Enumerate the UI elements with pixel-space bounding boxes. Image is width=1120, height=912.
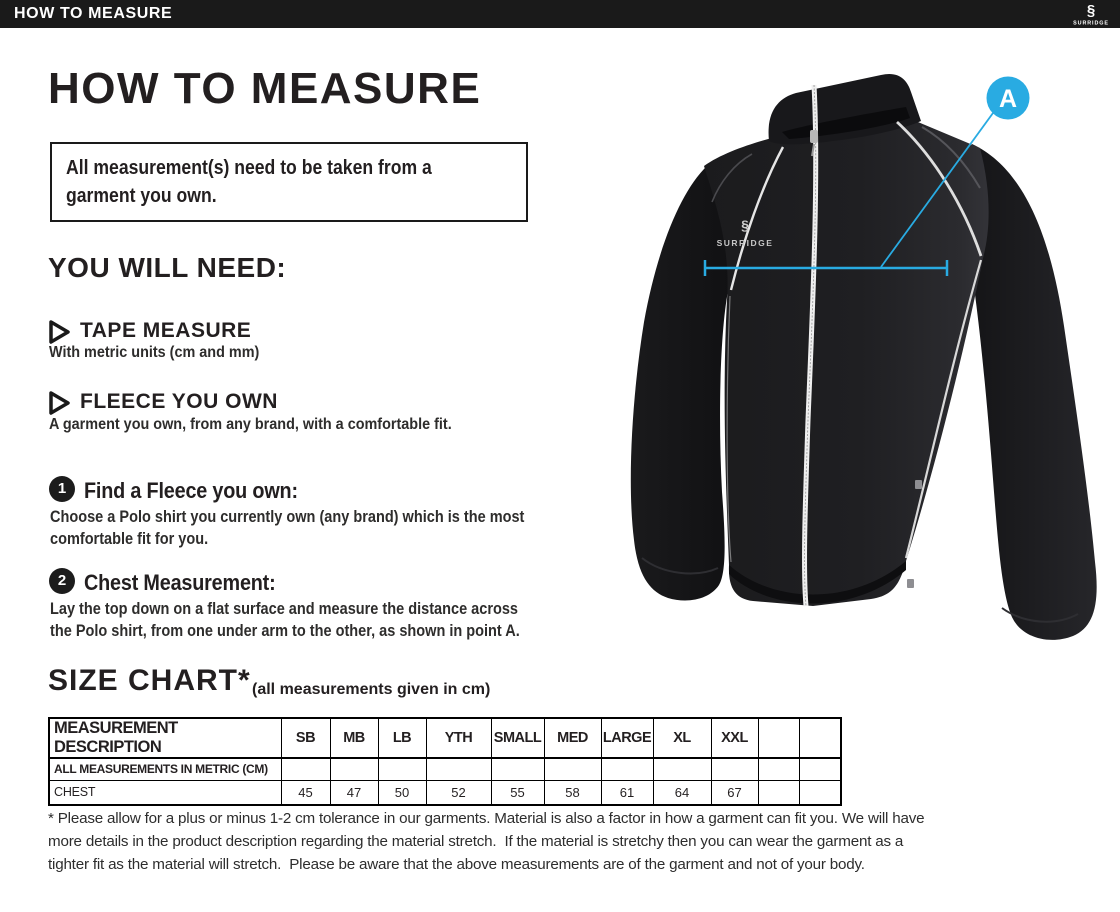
size-table-column-header: MEASUREMENT DESCRIPTION [49,718,281,758]
size-table-cell [544,758,601,780]
notice-box [50,142,528,222]
step-title-find-fleece: Find a Fleece you own: [84,478,298,503]
step-desc-chest-measurement: Lay the top down on a flat surface and measure the distance across the Polo shirt, from one under arm to the other, as shown in point A. [50,600,520,640]
play-triangle-icon [48,320,72,344]
size-table-cell [799,758,841,780]
step-number-badge: 2 [49,568,75,594]
size-table-row [49,780,841,805]
item-desc-fleece-you-own: A garment you own, from any brand, with a comfortable fit. [49,416,452,433]
size-table-cell [653,758,711,780]
play-triangle-icon [48,391,72,415]
size-table-cell: 52 [426,780,491,805]
size-table-column-header: LB [378,718,426,758]
size-table-column-header [799,718,841,758]
zipper-pull [810,130,818,143]
size-table-cell [281,758,330,780]
fleece-jacket-image [600,60,1120,700]
item-desc-tape-measure: With metric units (cm and mm) [49,344,260,361]
size-chart-subheading: (all measurements given in cm) [252,681,491,698]
surridge-logo-text: SURRIDGE [1073,20,1109,27]
size-table-column-header: XL [653,718,711,758]
size-table-column-header: MED [544,718,601,758]
size-table-cell: 47 [330,780,378,805]
size-table-cell [378,758,426,780]
size-table-cell [491,758,544,780]
garment-logo-text: SURRIDGE [716,238,774,248]
item-title-fleece-you-own: FLEECE YOU OWN [80,390,278,413]
size-table-column-header: MB [330,718,378,758]
size-table-column-header: LARGE [601,718,653,758]
item-title-tape-measure: TAPE MEASURE [80,319,252,342]
size-table-header-row [49,718,841,758]
size-table-cell [330,758,378,780]
header-title: HOW TO MEASURE [14,5,173,22]
side-zip-pull-upper [915,480,922,489]
size-table-cell: 58 [544,780,601,805]
size-chart-heading: SIZE CHART* [48,664,251,697]
size-table-column-header [758,718,799,758]
size-table-cell [601,758,653,780]
size-table-row-label: CHEST [49,780,281,805]
size-table-column-header: SMALL [491,718,544,758]
step-desc-find-fleece: Choose a Polo shirt you currently own (any brand) which is the most comfortable fit for you. [50,508,525,548]
garment-s-icon: § [741,217,749,233]
size-table-cell: 61 [601,780,653,805]
surridge-s-icon: § [1086,2,1096,19]
size-table-cell: 55 [491,780,544,805]
size-table-cell: 50 [378,780,426,805]
size-table-row [49,758,841,780]
size-chart-table [48,717,842,806]
step-title-chest-measurement: Chest Measurement: [84,570,276,595]
size-table-column-header: YTH [426,718,491,758]
page-title: HOW TO MEASURE [48,64,482,113]
size-chart-footnote: * Please allow for a plus or minus 1-2 cm tolerance in our garments. Material is also a factor in how a garment can fit you. We will have more details in the product description regarding the material stretch. If the material is stretchy then you can wear the garment as a tighter fit as the material will stretch. Please be aware that the above measurements are of the garment and not of your body. [48,810,925,873]
size-table-body [49,758,841,805]
you-will-need-heading: YOU WILL NEED: [48,252,287,283]
size-table-cell [426,758,491,780]
measure-point-a-marker [987,77,1030,120]
size-table-cell [799,780,841,805]
jacket-body [704,117,989,606]
notice-text: All measurement(s) need to be taken from a garment you own. [66,157,432,207]
size-table-cell: 64 [653,780,711,805]
size-table-cell [711,758,758,780]
size-table-column-header: XXL [711,718,758,758]
size-table-cell [758,758,799,780]
size-table-cell: 45 [281,780,330,805]
page-header-bar [0,0,1120,28]
surridge-logo [1068,1,1114,27]
size-table-column-header: SB [281,718,330,758]
step-number-badge: 1 [49,476,75,502]
side-zip-pull-lower [907,579,914,588]
size-table-row-label: ALL MEASUREMENTS IN METRIC (CM) [49,758,281,780]
jacket-left-sleeve [631,166,730,600]
measure-point-a-label: A [998,85,1018,113]
size-table-cell [758,780,799,805]
size-table-cell: 67 [711,780,758,805]
